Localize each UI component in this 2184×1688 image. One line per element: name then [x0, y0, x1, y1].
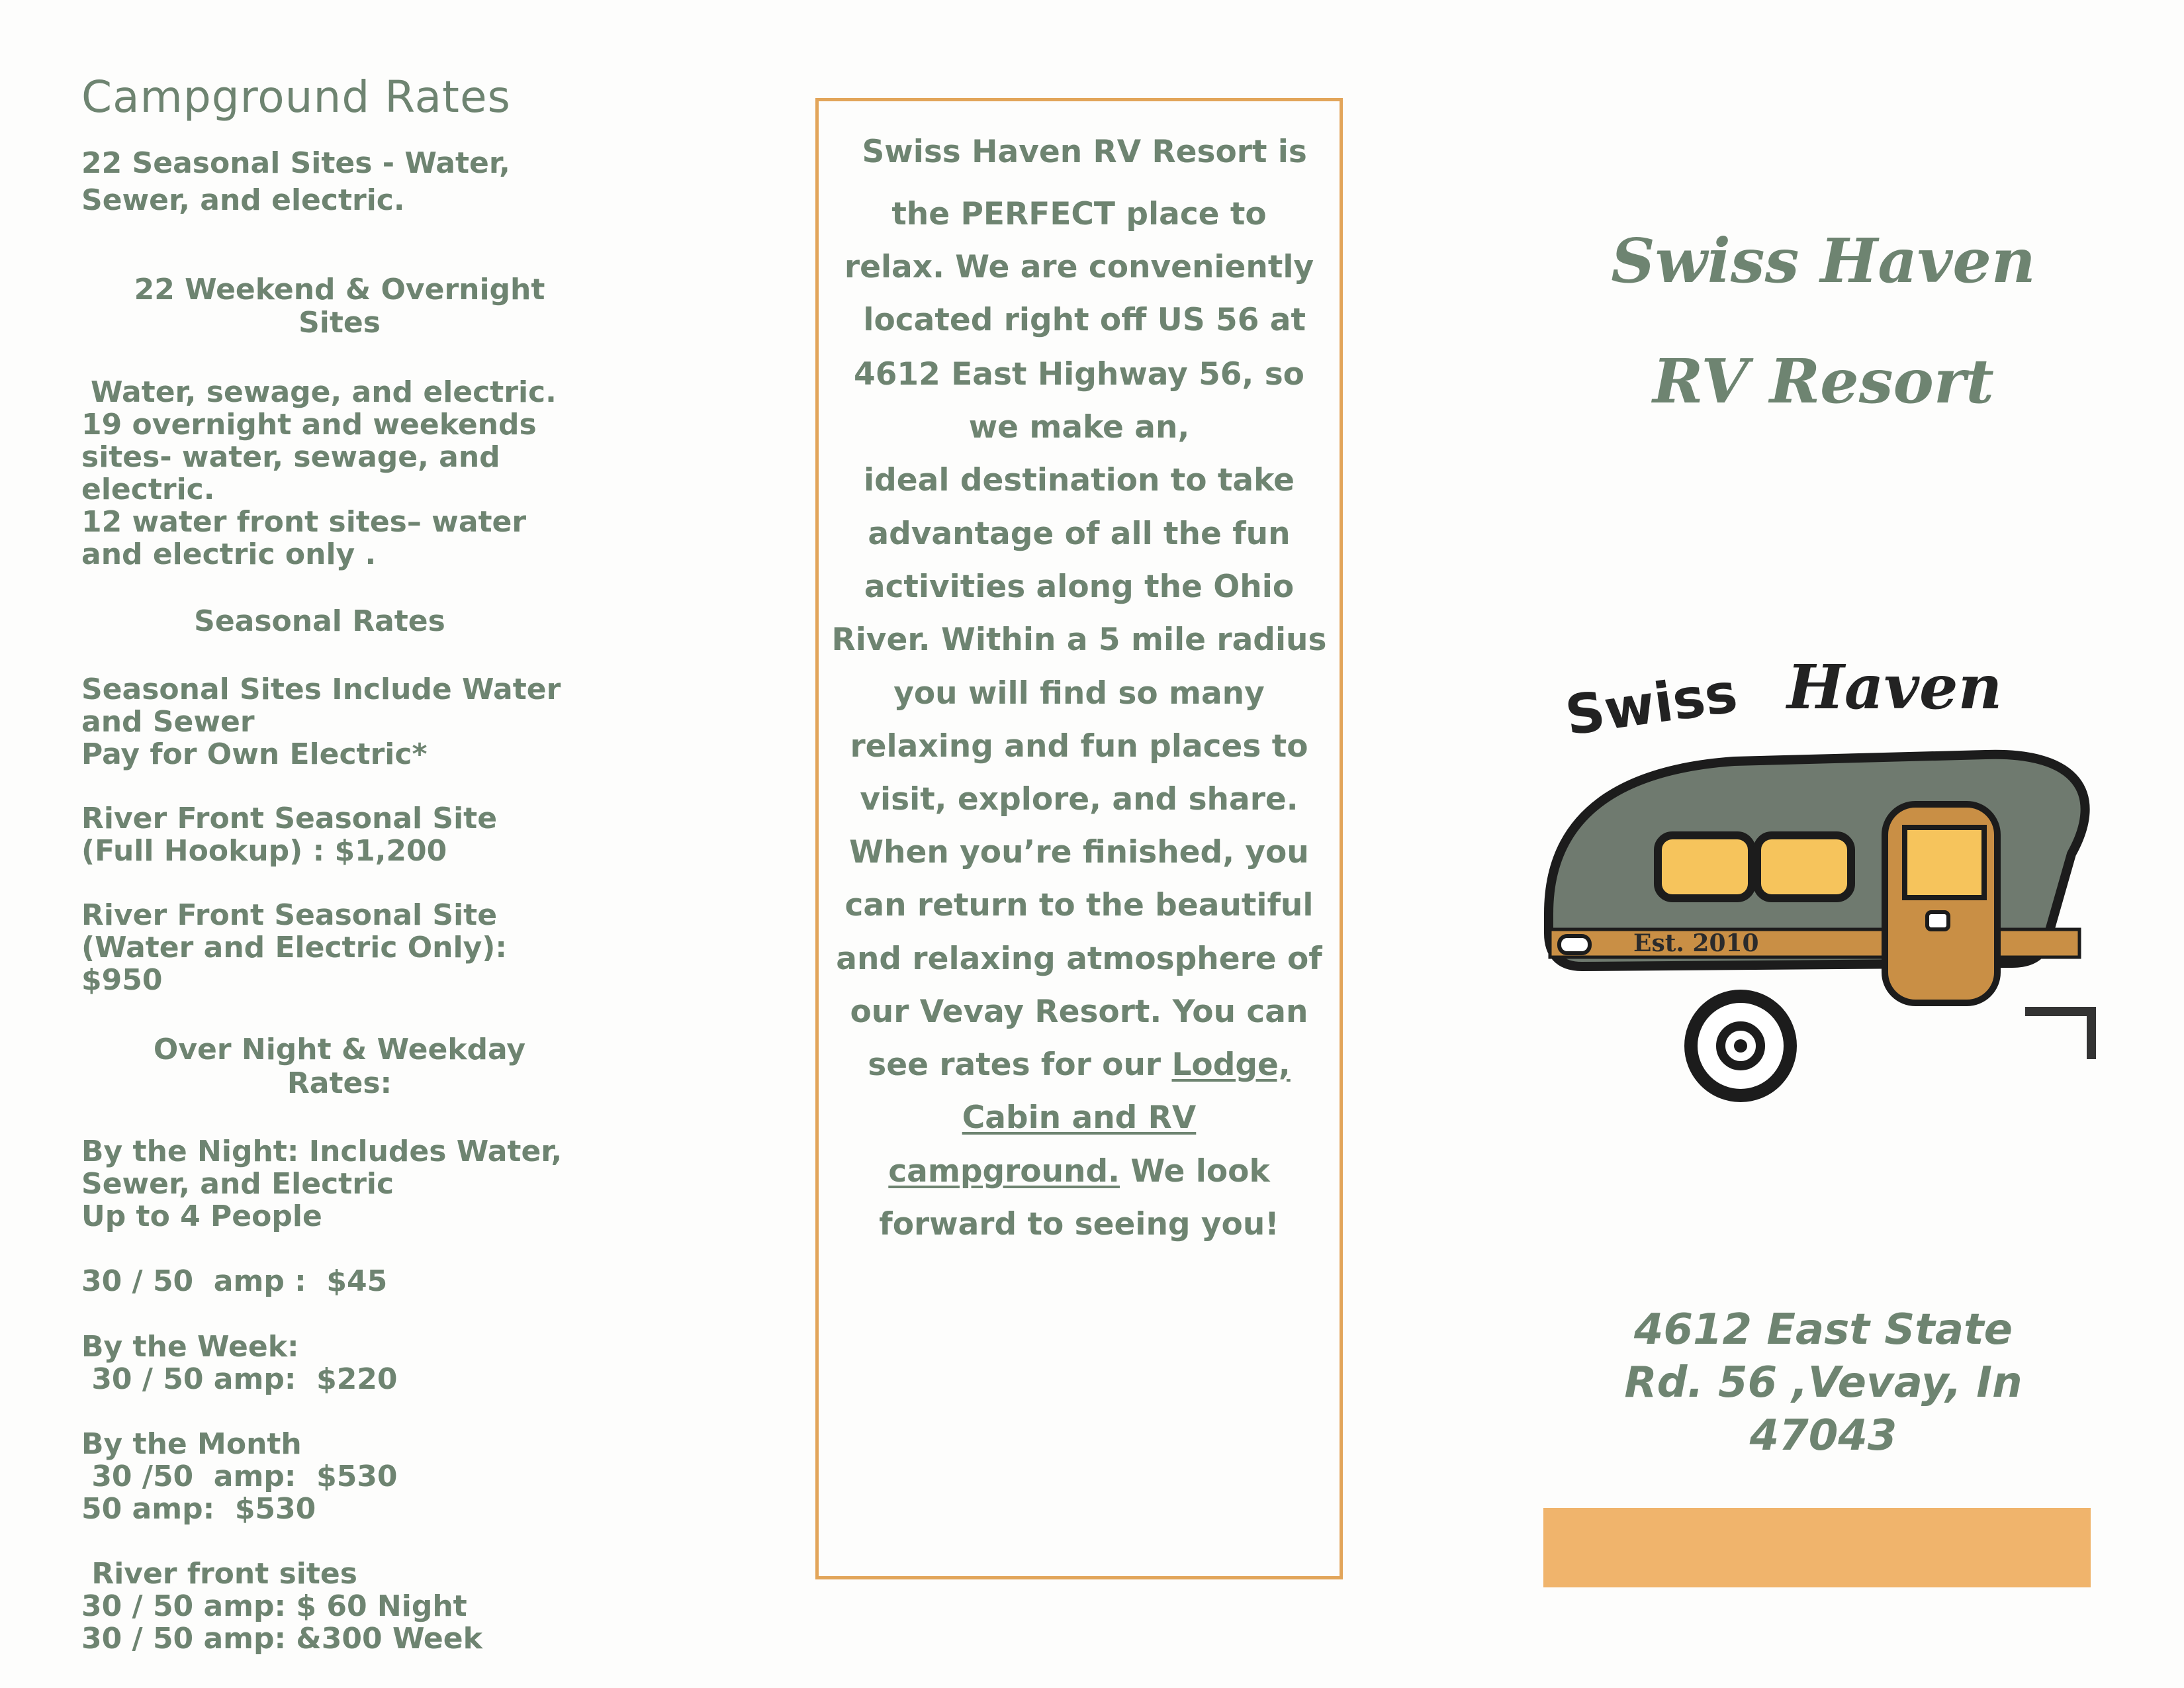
by-month-line-2: 30 /50 amp: $530 [81, 1460, 398, 1493]
river-full-line-2: (Full Hookup) : $1,200 [81, 834, 447, 868]
desc-line-14: When you’re finished, you [849, 834, 1309, 870]
we-look-text: We look [1120, 1153, 1270, 1190]
seasonal-rates-heading: Seasonal Rates [194, 604, 445, 638]
by-week-line-1: By the Week: [81, 1330, 299, 1364]
desc-line-12: relaxing and fun places to [850, 728, 1308, 765]
amp-night-rate: 30 / 50 amp : $45 [81, 1264, 388, 1298]
trailer-hitch [2025, 1011, 2091, 1059]
weekend-desc-line-5: 12 water front sites– water [81, 505, 527, 539]
overnight-heading-line-2: Rates: [287, 1066, 392, 1100]
desc-line-6: we make an, [968, 409, 1190, 445]
weekend-desc-line-2: 19 overnight and weekends [81, 408, 537, 442]
by-week-line-2: 30 / 50 amp: $220 [81, 1362, 398, 1396]
weekend-desc-line-4: electric. [81, 473, 215, 506]
weekend-heading-line-1: 22 Weekend & Overnight [134, 273, 545, 306]
cabin-rv-link[interactable]: Cabin and RV [962, 1100, 1197, 1136]
by-night-line-2: Sewer, and Electric [81, 1167, 394, 1201]
trailer-logo [1522, 635, 2118, 1112]
campground-link[interactable]: campground. [888, 1153, 1120, 1190]
desc-line-7: ideal destination to take [864, 462, 1295, 498]
by-night-line-1: By the Night: Includes Water, [81, 1135, 563, 1168]
trailer-door-window [1905, 827, 1984, 898]
wheel-center [1734, 1039, 1747, 1053]
desc-line-9: activities along the Ohio [864, 569, 1295, 605]
by-night-line-3: Up to 4 People [81, 1199, 322, 1233]
logo-haven-text: Haven [1787, 651, 2003, 723]
weekend-heading-line-2: Sites [298, 306, 381, 340]
desc-line-16: and relaxing atmosphere of [836, 941, 1322, 977]
desc-line-10: River. Within a 5 mile radius [831, 622, 1327, 658]
address-line-3: 47043 [1749, 1411, 1897, 1460]
trailer-window-left [1658, 835, 1752, 898]
by-month-line-3: 50 amp: $530 [81, 1492, 316, 1526]
weekend-desc-line-6: and electric only . [81, 538, 377, 571]
weekend-desc-line-1: Water, sewage, and electric. [91, 375, 557, 409]
seasonal-include-line-2: and Sewer [81, 705, 255, 739]
seasonal-sites-line-1: 22 Seasonal Sites - Water, [81, 146, 510, 180]
desc-line-2: the PERFECT place to [891, 196, 1267, 232]
desc-line-1: Swiss Haven RV Resort is [851, 134, 1307, 170]
desc-line-5: 4612 East Highway 56, so [854, 356, 1304, 393]
by-month-line-1: By the Month [81, 1427, 302, 1461]
left-panel [0, 0, 728, 1688]
river-water-line-2: (Water and Electric Only): [81, 931, 507, 964]
trailer-light [1559, 936, 1590, 953]
campground-rates-title: Campground Rates [81, 71, 511, 122]
desc-line-15: can return to the beautiful [844, 887, 1314, 923]
river-water-line-1: River Front Seasonal Site [81, 898, 498, 932]
desc-line-11: you will find so many [893, 675, 1265, 712]
desc-line-campground [815, 1153, 1343, 1190]
resort-name-line-1: Swiss Haven [1611, 225, 2036, 297]
weekend-desc-line-3: sites- water, sewage, and [81, 440, 500, 474]
orange-footer-bar [1543, 1508, 2091, 1587]
see-rates-text: see rates for our [868, 1047, 1172, 1083]
seasonal-sites-line-2: Sewer, and electric. [81, 183, 405, 217]
river-sites-line-3: 30 / 50 amp: &300 Week [81, 1622, 482, 1656]
river-sites-line-2: 30 / 50 amp: $ 60 Night [81, 1589, 467, 1623]
address-line-2: Rd. 56 ,Vevay, In [1624, 1358, 2023, 1407]
river-full-line-1: River Front Seasonal Site [81, 802, 498, 835]
resort-name-line-2: RV Resort [1653, 346, 1994, 417]
overnight-heading-line-1: Over Night & Weekday [153, 1033, 526, 1066]
lodge-link[interactable]: Lodge, [1171, 1047, 1291, 1083]
desc-line-see-rates [815, 1047, 1343, 1084]
desc-line-17: our Vevay Resort. You can [850, 994, 1308, 1030]
desc-line-3: relax. We are conveniently [844, 249, 1314, 285]
door-handle [1927, 912, 1948, 929]
logo-swiss-text: Swiss [1561, 661, 1741, 748]
desc-line-8: advantage of all the fun [868, 516, 1291, 552]
seasonal-include-line-1: Seasonal Sites Include Water [81, 673, 561, 706]
logo-est-text: Est. 2010 [1633, 929, 1759, 957]
address-line-1: 4612 East State [1633, 1305, 2013, 1354]
desc-line-4: located right off US 56 at [852, 302, 1306, 338]
river-sites-line-1: River front sites [81, 1557, 357, 1591]
desc-line-closing: forward to seeing you! [879, 1206, 1279, 1243]
desc-line-cabin [815, 1100, 1343, 1137]
river-water-line-3: $950 [81, 963, 163, 997]
trailer-window-right [1757, 835, 1851, 898]
seasonal-include-line-3: Pay for Own Electric* [81, 737, 428, 771]
desc-line-13: visit, explore, and share. [860, 781, 1298, 818]
